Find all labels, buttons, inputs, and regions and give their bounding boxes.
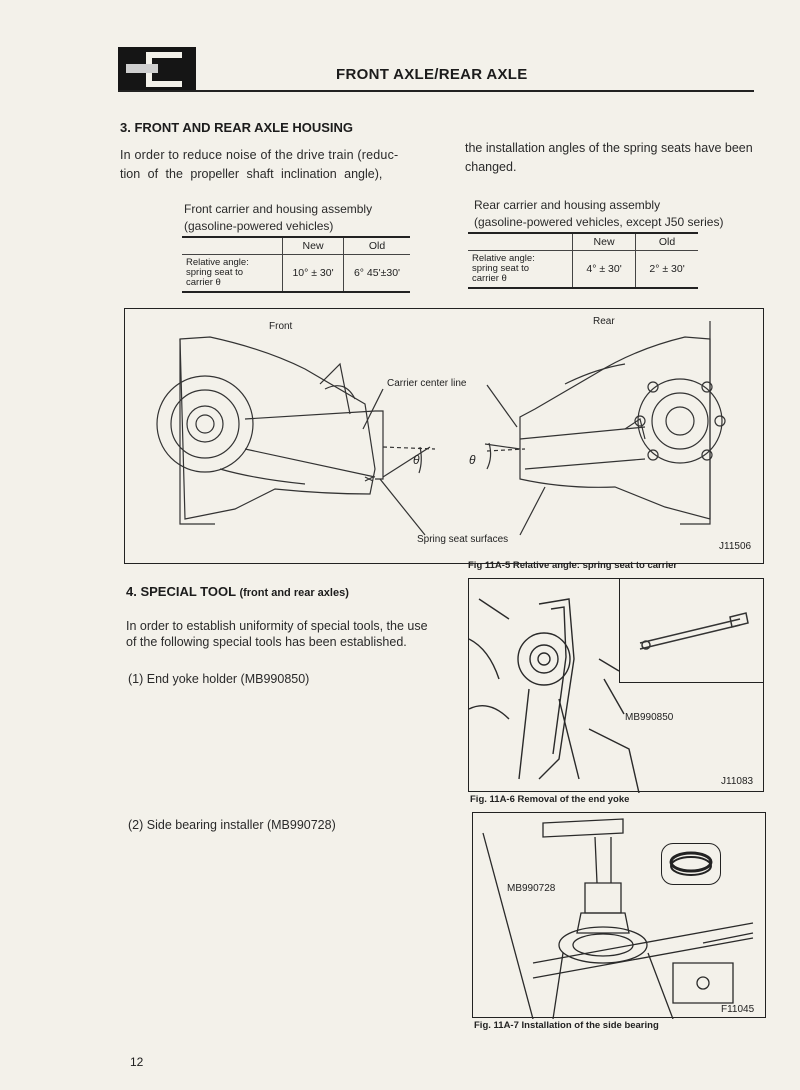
front-old-value: 6° 45'±30' <box>344 255 410 293</box>
section-3-heading: 3. FRONT AND REAR AXLE HOUSING <box>120 120 354 135</box>
label-carrier-center-line: Carrier center line <box>387 378 467 389</box>
figure-11a-6 <box>468 578 764 792</box>
page-number: 12 <box>130 1055 144 1069</box>
front-col-old: Old <box>344 237 410 255</box>
figure-code-f11045: F11045 <box>721 1004 755 1015</box>
front-angle-table <box>182 236 410 293</box>
installer-ring-photo <box>662 844 720 884</box>
rear-table-caption-2: (gasoline-powered vehicles, except J50 series) <box>474 215 724 229</box>
section-4-heading-main: 4. SPECIAL TOOL <box>126 584 236 599</box>
rear-angle-table <box>468 232 698 289</box>
figure-11a-5-caption: Fig 11A-5 Relative angle: spring seat to carrier <box>468 560 678 571</box>
label-theta-rear: θ <box>469 453 476 467</box>
label-theta-front: θ <box>413 453 420 467</box>
front-col-new: New <box>283 237 344 255</box>
section-4-para-2: of the following special tools has been established. <box>126 635 407 649</box>
section-4-heading-sub: (front and rear axles) <box>239 587 349 599</box>
front-new-value: 10° ± 30' <box>283 255 344 293</box>
figure-11a-7-caption: Fig. 11A-7 Installation of the side bearing <box>474 1020 659 1031</box>
section-4-heading <box>126 584 349 599</box>
label-mb990728: MB990728 <box>507 883 556 894</box>
label-spring-seat-surfaces: Spring seat surfaces <box>417 534 509 545</box>
logo-axle-shape <box>126 64 158 73</box>
rear-col-old: Old <box>636 233 698 251</box>
label-rear: Rear <box>593 316 615 327</box>
end-yoke-removal-photo <box>469 579 765 793</box>
figure-11a-6-caption: Fig. 11A-6 Removal of the end yoke <box>470 794 630 805</box>
section-3-intro-left-1: In order to reduce noise of the drive train (reduc- <box>120 148 399 162</box>
figure-11a-7 <box>472 812 766 1018</box>
tool-item-2: (2) Side bearing installer (MB990728) <box>128 818 336 832</box>
figure-code-j11506: J11506 <box>719 541 752 552</box>
figure-11a-5 <box>124 308 764 564</box>
label-front: Front <box>269 321 293 332</box>
section-4-para-1: In order to establish uniformity of special tools, the use <box>126 619 428 633</box>
carrier-housing-diagram <box>125 309 765 565</box>
rear-old-value: 2° ± 30' <box>636 251 698 289</box>
section-3-intro-right-2: changed. <box>465 160 517 174</box>
header-rule <box>118 90 754 92</box>
front-row-label: Relative angle: spring seat to carrier θ <box>182 255 283 293</box>
side-bearing-installer-inset <box>661 843 721 885</box>
rear-col-new: New <box>573 233 636 251</box>
rear-new-value: 4° ± 30' <box>573 251 636 289</box>
rear-table-caption-1: Rear carrier and housing assembly <box>474 198 661 212</box>
label-mb990850: MB990850 <box>625 712 674 723</box>
section-3-intro-right-1: the installation angles of the spring seats have been <box>465 141 753 155</box>
front-table-caption-1: Front carrier and housing assembly <box>184 202 373 216</box>
front-table-caption-2: (gasoline-powered vehicles) <box>184 219 334 233</box>
section-logo <box>118 47 196 92</box>
figure-code-j11083: J11083 <box>721 776 754 787</box>
section-3-intro-left-2: tion of the propeller shaft inclination angle), <box>120 167 383 181</box>
tool-item-1: (1) End yoke holder (MB990850) <box>128 672 310 686</box>
rear-row-label: Relative angle: spring seat to carrier θ <box>468 251 573 289</box>
page-header-title: FRONT AXLE/REAR AXLE <box>336 66 528 83</box>
side-bearing-install-photo <box>473 813 767 1019</box>
